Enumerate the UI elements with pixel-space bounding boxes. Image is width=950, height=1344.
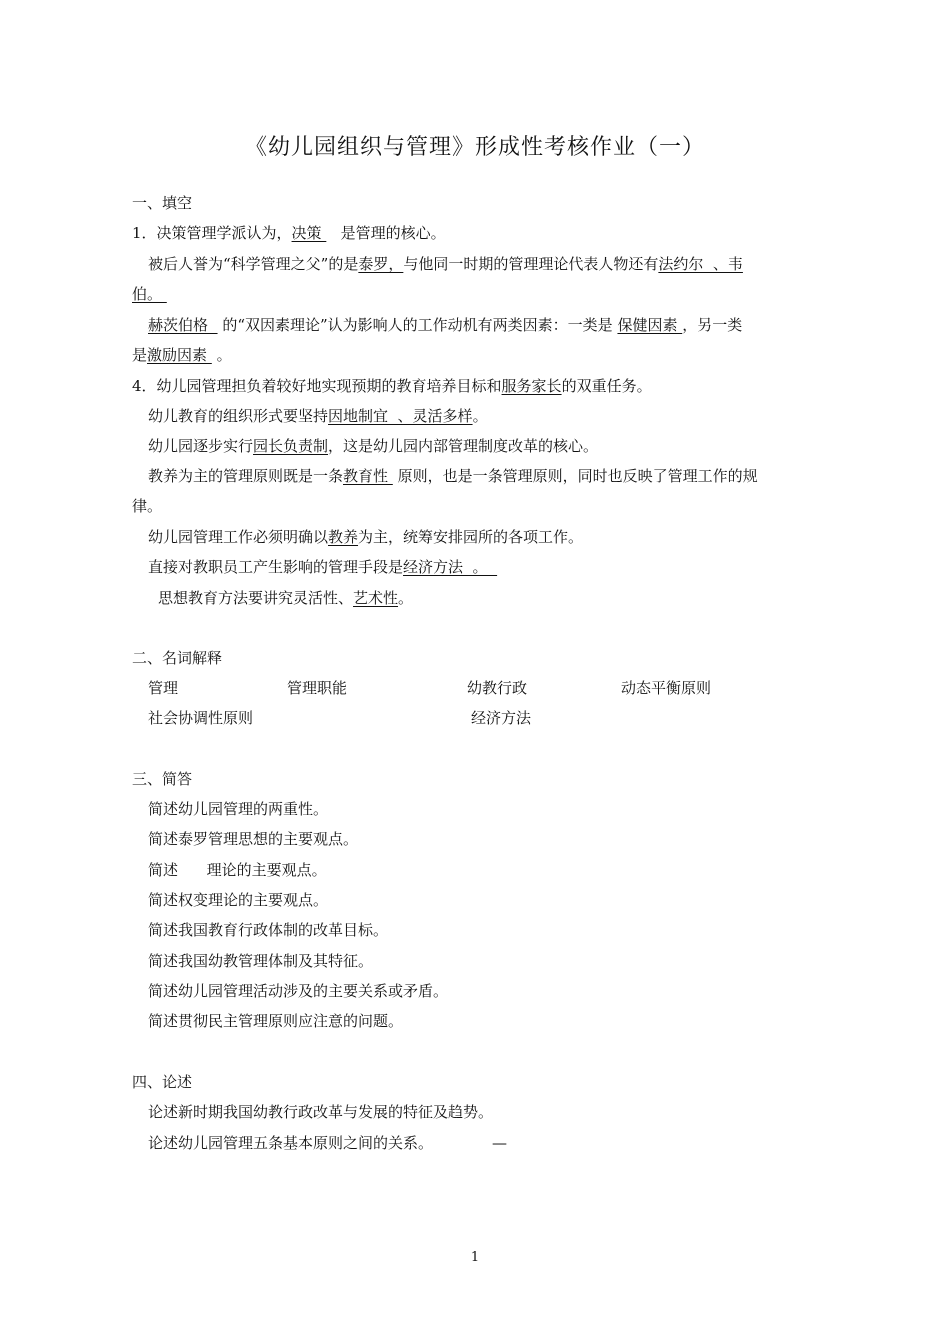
question-10 [158,588,413,608]
q6-answer: 园长负责制 [253,437,329,455]
q2-answer-2: 法约尔 、韦 [658,255,743,273]
question-2 [148,254,743,274]
short-answer-item: 简述幼儿园管理的两重性。 [148,800,329,818]
q8-answer: 教养 [328,528,359,546]
section2-heading: 二、名词解释 [132,649,223,667]
question-8 [148,527,583,547]
question-4 [132,376,652,396]
q3-text-post: ，另一类 [682,316,743,334]
q7-answer: 教育性 [343,467,393,485]
q3-text-mid: 的“双因素理论”认为影响人的工作动机有两类因素：一类是 [222,316,613,334]
q7-text-end: 原则，也是一条管理原则，同时也反映了管理工作的规 [397,467,758,485]
q3-answer-3: 激励因素 [147,346,212,364]
section3-heading: 三、简答 [132,770,193,788]
term-item: 幼教行政 [467,679,528,697]
document-title: 《幼儿园组织与管理》形成性考核作业（一） [244,135,705,160]
short-answer-item: 简述贯彻民主管理原则应注意的问题。 [148,1012,404,1030]
q10-text-end: 。 [398,589,414,607]
question-2-cont [132,284,167,304]
q7-text: 教养为主的管理原则既是一条 [148,467,344,485]
q4-text: 4．幼儿园管理担负着较好地实现预期的教育培养目标和 [132,377,502,395]
q4-answer: 服务家长 [501,377,562,395]
q5-text-end: 。 [472,407,488,425]
q5-text: 幼儿教育的组织形式要坚持 [148,407,329,425]
question-3 [148,315,742,335]
q3-text-end: 。 [216,346,232,364]
term-item: 管理 [148,679,179,697]
term-item: 社会协调性原则 [148,709,254,727]
q2-answer-1: 泰罗， [358,255,404,273]
short-answer-item: 简述泰罗管理思想的主要观点。 [148,830,359,848]
q6-text-end: ，这是幼儿园内部管理制度改革的核心。 [328,437,599,455]
question-6 [148,436,598,456]
q1-text-end: 是管理的核心。 [340,224,446,242]
section4-heading: 四、论述 [132,1073,193,1091]
q1-answer: 决策 [291,224,327,242]
short-answer-item: 简述权变理论的主要观点。 [148,891,329,909]
q2-answer-3: 伯。 [132,285,167,303]
q3-answer-2: 保健因素 [617,316,683,334]
q8-text-end: 为主，统筹安排园所的各项工作。 [358,528,584,546]
q3-text-pre2: 是 [132,346,148,364]
short-answer-item: 简述我国幼教管理体制及其特征。 [148,952,374,970]
section1-heading: 一、填空 [132,194,193,212]
question-5 [148,406,488,426]
q2-text: 被后人誉为“科学管理之父”的是 [148,255,359,273]
q4-text-end: 的双重任务。 [561,377,652,395]
essay-item: 论述幼儿园管理五条基本原则之间的关系。 [148,1134,434,1152]
question-7-cont: 律。 [132,497,163,515]
q8-text: 幼儿园管理工作必须明确以 [148,528,329,546]
term-item: 动态平衡原则 [621,679,712,697]
q1-text: 1．决策管理学派认为， [132,224,292,242]
page-number: 1 [470,1250,480,1265]
short-answer-item: 简述 理论的主要观点。 [148,861,327,879]
question-1 [132,223,446,243]
q9-text: 直接对教职员工产生影响的管理手段是 [148,558,404,576]
q10-answer: 艺术性 [353,589,399,607]
dash-mark: — [492,1134,507,1152]
question-3-cont [132,345,232,365]
question-7 [148,466,758,486]
question-9 [148,557,497,577]
q6-text: 幼儿园逐步实行 [148,437,254,455]
short-answer-item: 简述幼儿园管理活动涉及的主要关系或矛盾。 [148,982,449,1000]
term-item: 经济方法 [471,709,532,727]
q5-answer: 因地制宜 、灵活多样 [328,407,473,425]
term-item: 管理职能 [287,679,348,697]
short-answer-item: 简述我国教育行政体制的改革目标。 [148,921,389,939]
q2-text-mid: 与他同一时期的管理理论代表人物还有 [403,255,659,273]
q9-answer: 经济方法 。 [403,558,498,576]
essay-item: 论述新时期我国幼教行政改革与发展的特征及趋势。 [148,1103,494,1121]
q10-text: 思想教育方法要讲究灵活性、 [158,589,354,607]
q3-answer-1: 赫茨伯格 [148,316,218,334]
